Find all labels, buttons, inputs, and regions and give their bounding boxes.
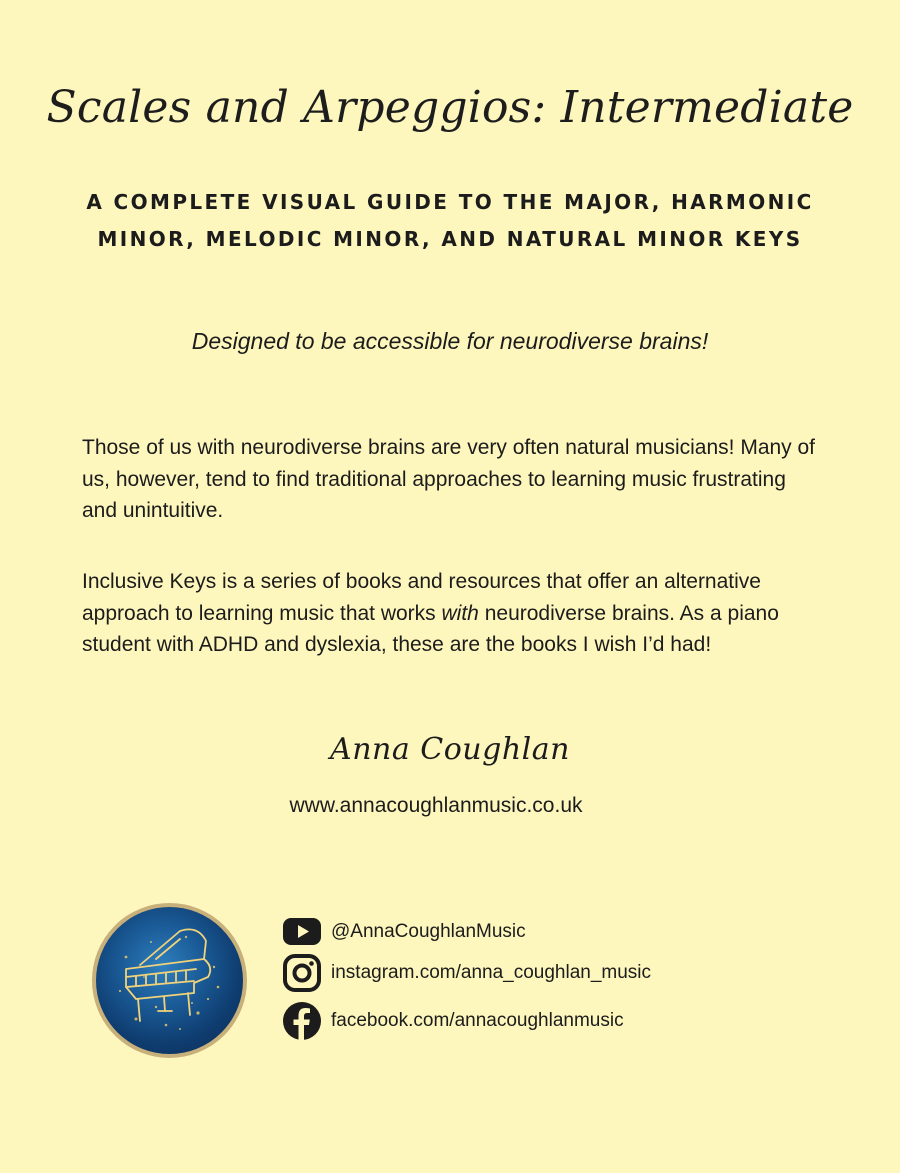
youtube-link[interactable] [282, 912, 526, 952]
facebook-icon [282, 1001, 322, 1041]
book-title: Scales and Arpeggios: Intermediate [46, 82, 854, 133]
instagram-link[interactable] [282, 953, 651, 993]
series-paragraph [82, 566, 822, 661]
intro-paragraph: Those of us with neurodiverse brains are very often natural musicians! Many of us, however, tend to find traditional approaches to learning music frustrating and unintuitive. [82, 436, 816, 522]
instagram-icon [282, 953, 322, 993]
grand-piano-icon [96, 907, 243, 1054]
author-signature: Anna Coughlan [330, 732, 570, 767]
youtube-handle: @AnnaCoughlanMusic [331, 921, 526, 942]
facebook-link[interactable] [282, 1001, 624, 1041]
youtube-icon [282, 912, 322, 952]
instagram-handle: instagram.com/anna_coughlan_music [331, 962, 652, 983]
series-text-end: neurodiverse brains. As a piano student with ADHD and dyslexia, these are the books I wish I’d had! [82, 601, 779, 656]
tagline: Designed to be accessible for neurodiverse brains! [191, 328, 709, 354]
emphasis-with: with [441, 601, 479, 625]
piano-logo [92, 903, 247, 1058]
series-text-start: Inclusive Keys is a series of books and resources that offer an alternative approach to learning music that works [82, 570, 761, 625]
book-subtitle: A COMPLETE VISUAL GUIDE TO THE MAJOR, HARMONIC MINOR, MELODIC MINOR, AND NATURAL MINOR KEYS [86, 190, 814, 251]
website-link[interactable]: www.annacoughlanmusic.co.uk [289, 794, 583, 817]
facebook-handle: facebook.com/annacoughlanmusic [331, 1010, 624, 1031]
